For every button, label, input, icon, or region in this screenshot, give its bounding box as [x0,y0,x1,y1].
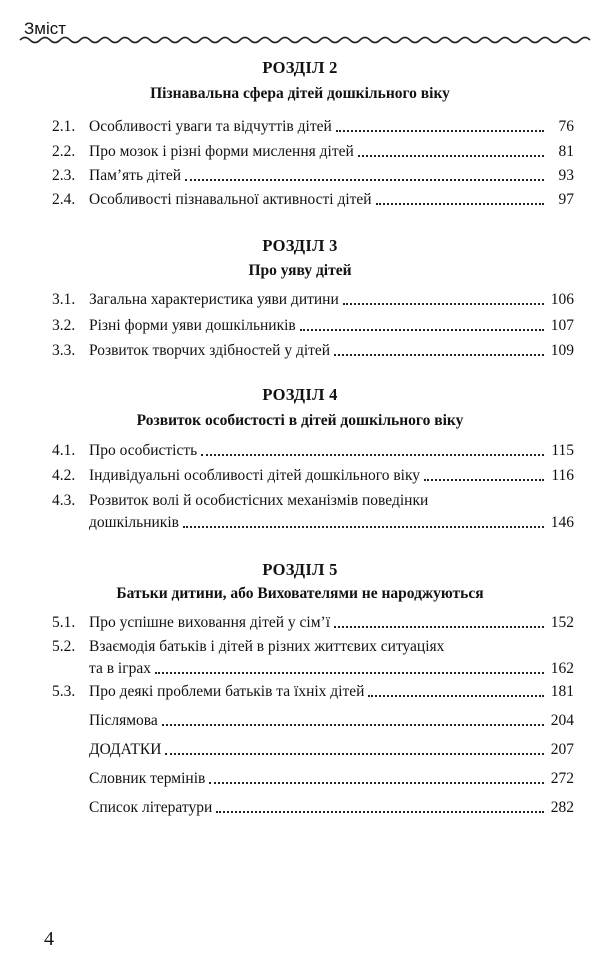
page-header [0,0,600,46]
entry-number: 3.3. [52,342,76,359]
dot-leader [183,526,544,528]
entry-text-continued: дошкільників [89,514,179,531]
entry-page: 93 [558,167,574,184]
entry-number: 2.4. [52,191,76,208]
section-5-subtitle: Батьки дитини, або Вихователями не народжуються [116,585,484,602]
section-3-subtitle: Про уяву дітей [248,262,352,279]
entry-page: 76 [558,118,574,135]
entry-text: ДОДАТКИ [89,741,162,758]
section-2-subtitle: Пізнавальна сфера дітей дошкільного віку [150,85,450,102]
toc-entry-2-1[interactable] [52,116,574,138]
entry-number: 5.2. [52,638,76,655]
entry-text: Особливості уваги та відчуттів дітей [89,118,332,135]
entry-number: 4.1. [52,442,76,459]
section-5-title: РОЗДІЛ 5 [262,560,338,579]
section-2-title: РОЗДІЛ 2 [262,58,338,77]
toc-entry-glossary[interactable] [52,768,574,790]
entry-number: 5.1. [52,614,76,631]
toc-entry-2-2[interactable] [52,141,574,163]
entry-number: 4.2. [52,467,76,484]
entry-text: Про успішне виховання дітей у сім’ї [89,614,330,631]
header-title: Зміст [24,19,67,38]
entry-number: 2.1. [52,118,76,135]
entry-text: Розвиток волі й особистісних механізмів поведінки [89,492,429,509]
dot-leader [376,203,544,205]
dot-leader [334,354,544,356]
entry-page: 282 [550,799,574,816]
entry-page: 207 [550,741,574,758]
entry-text: Післямова [89,712,158,729]
entry-page: 106 [550,291,574,308]
entry-number: 2.3. [52,167,76,184]
toc-entry-3-3[interactable] [52,340,574,362]
entry-page: 107 [550,317,574,334]
entry-text-continued: та в іграх [89,660,151,677]
entry-page: 152 [550,614,574,631]
dot-leader [336,130,544,132]
entry-text: Словник термінів [89,770,206,787]
toc-entry-appendices[interactable] [52,739,574,761]
toc-entry-5-1[interactable] [52,612,574,634]
dot-leader [155,672,544,674]
entry-text: Про мозок і різні форми мислення дітей [89,143,354,160]
entry-page: 204 [550,712,574,729]
dot-leader [424,479,544,481]
dot-leader [209,782,544,784]
entry-text: Про особистість [89,442,198,459]
toc-entry-2-4[interactable] [52,189,574,211]
dot-leader [185,179,544,181]
entry-text: Особливості пізнавальної активності дітей [89,191,372,208]
entry-text: Різні форми уяви дошкільників [89,317,296,334]
entry-page: 81 [558,143,574,160]
header-wave-line [0,0,600,46]
entry-text: Пам’ять дітей [89,167,182,184]
dot-leader [201,454,544,456]
toc-entry-afterword[interactable] [52,710,574,732]
entry-text: Загальна характеристика уяви дитини [89,291,339,308]
toc-entry-4-3[interactable] [52,490,574,534]
section-4-subtitle: Розвиток особистості в дітей дошкільного віку [136,412,464,429]
entry-page: 146 [550,514,574,531]
toc-entry-bibliography[interactable] [52,797,574,819]
entry-number: 4.3. [52,492,76,509]
toc-entry-4-1[interactable] [52,440,574,462]
toc-entry-5-2[interactable] [52,636,574,680]
entry-page: 181 [550,683,574,700]
entry-number: 3.1. [52,291,76,308]
entry-text: Список літератури [89,799,213,816]
dot-leader [368,695,544,697]
dot-leader [300,329,544,331]
section-4-title: РОЗДІЛ 4 [262,385,338,404]
dot-leader [165,753,544,755]
entry-page: 272 [550,770,574,787]
toc-entry-5-3[interactable] [52,681,574,703]
toc-entry-3-1[interactable] [52,289,574,311]
toc-entry-3-2[interactable] [52,315,574,337]
entry-text: Взаємодія батьків і дітей в різних життєвих ситуаціях [89,638,445,655]
page-number: 4 [44,928,54,950]
dot-leader [216,811,544,813]
toc-entry-2-3[interactable] [52,165,574,187]
entry-text: Розвиток творчих здібностей у дітей [89,342,331,359]
entry-page: 115 [551,442,574,459]
dot-leader [334,626,544,628]
dot-leader [343,303,544,305]
entry-number: 3.2. [52,317,76,334]
toc-entry-4-2[interactable] [52,465,574,487]
section-3-title: РОЗДІЛ 3 [262,236,338,255]
entry-page: 162 [550,660,574,677]
entry-text: Про деякі проблеми батьків та їхніх дітей [89,683,365,700]
entry-page: 109 [550,342,574,359]
dot-leader [162,724,544,726]
entry-text: Індивідуальні особливості дітей дошкільного віку [89,467,421,484]
entry-number: 2.2. [52,143,76,160]
entry-number: 5.3. [52,683,76,700]
entry-page: 116 [551,467,574,484]
entry-page: 97 [558,191,574,208]
dot-leader [358,155,544,157]
